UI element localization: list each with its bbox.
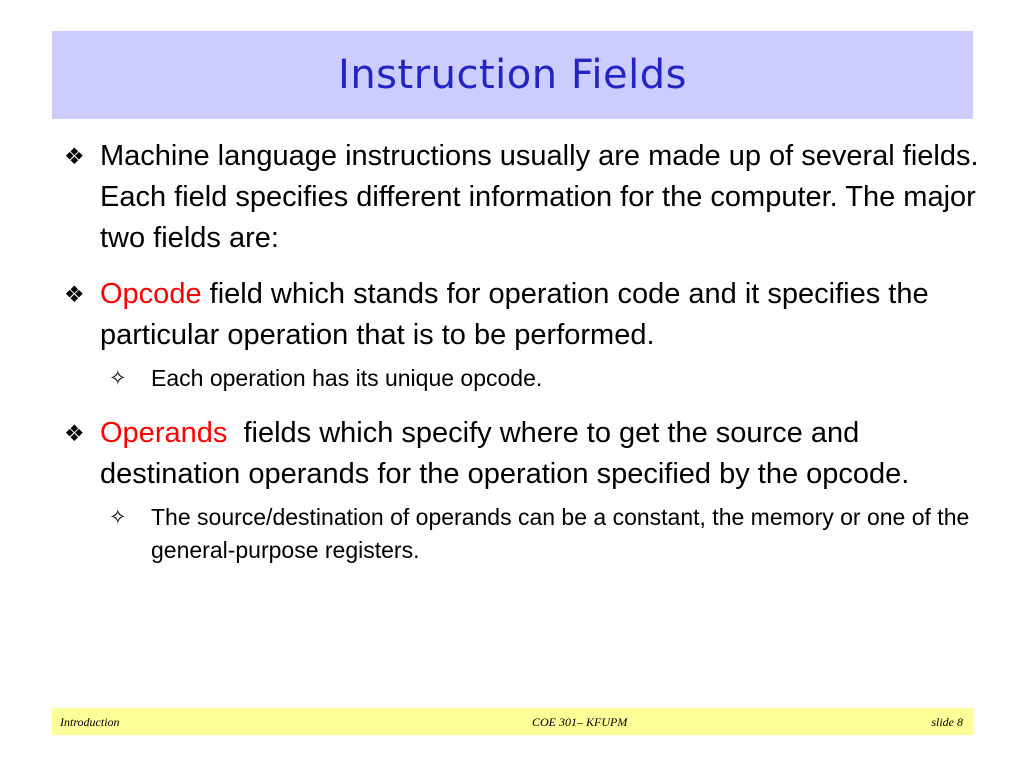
footer-bar	[52, 708, 973, 735]
bullet-item	[62, 136, 992, 259]
sub-bullet-text: The source/destination of operands can be a constant, the memory or one of the general-purpose registers.	[151, 504, 970, 563]
footer-slide-number: slide 8	[931, 715, 963, 729]
diamond-bullet-icon: ❖	[64, 143, 85, 169]
bullet-item	[62, 413, 992, 495]
sub-bullet-item	[62, 501, 992, 567]
star-bullet-icon: ✧	[109, 367, 127, 390]
title-bar	[52, 31, 973, 119]
footer-course: COE 301– KFUPM	[532, 715, 628, 729]
bullet-text: Machine language instructions usually are made up of several fields. Each field specifies different information for the computer. The major two fields are:	[100, 140, 979, 254]
sub-bullet-text: Each operation has its unique opcode.	[151, 365, 543, 391]
slide-content	[62, 136, 992, 567]
bullet-item	[62, 274, 992, 356]
diamond-bullet-icon: ❖	[64, 281, 85, 307]
diamond-bullet-icon: ❖	[64, 420, 85, 446]
star-bullet-icon: ✧	[109, 506, 127, 529]
bullet-highlight: Operands	[100, 417, 228, 449]
bullet-text: field which stands for operation code and it specifies the particular operation that is to be performed.	[100, 278, 929, 351]
bullet-text: fields which specify where to get the source and destination operands for the operation specified by the opcode.	[100, 417, 910, 490]
sub-bullet-item	[62, 362, 992, 395]
bullet-highlight: Opcode	[100, 278, 202, 310]
footer-section: Introduction	[60, 715, 120, 729]
slide-title: Instruction Fields	[338, 52, 687, 98]
